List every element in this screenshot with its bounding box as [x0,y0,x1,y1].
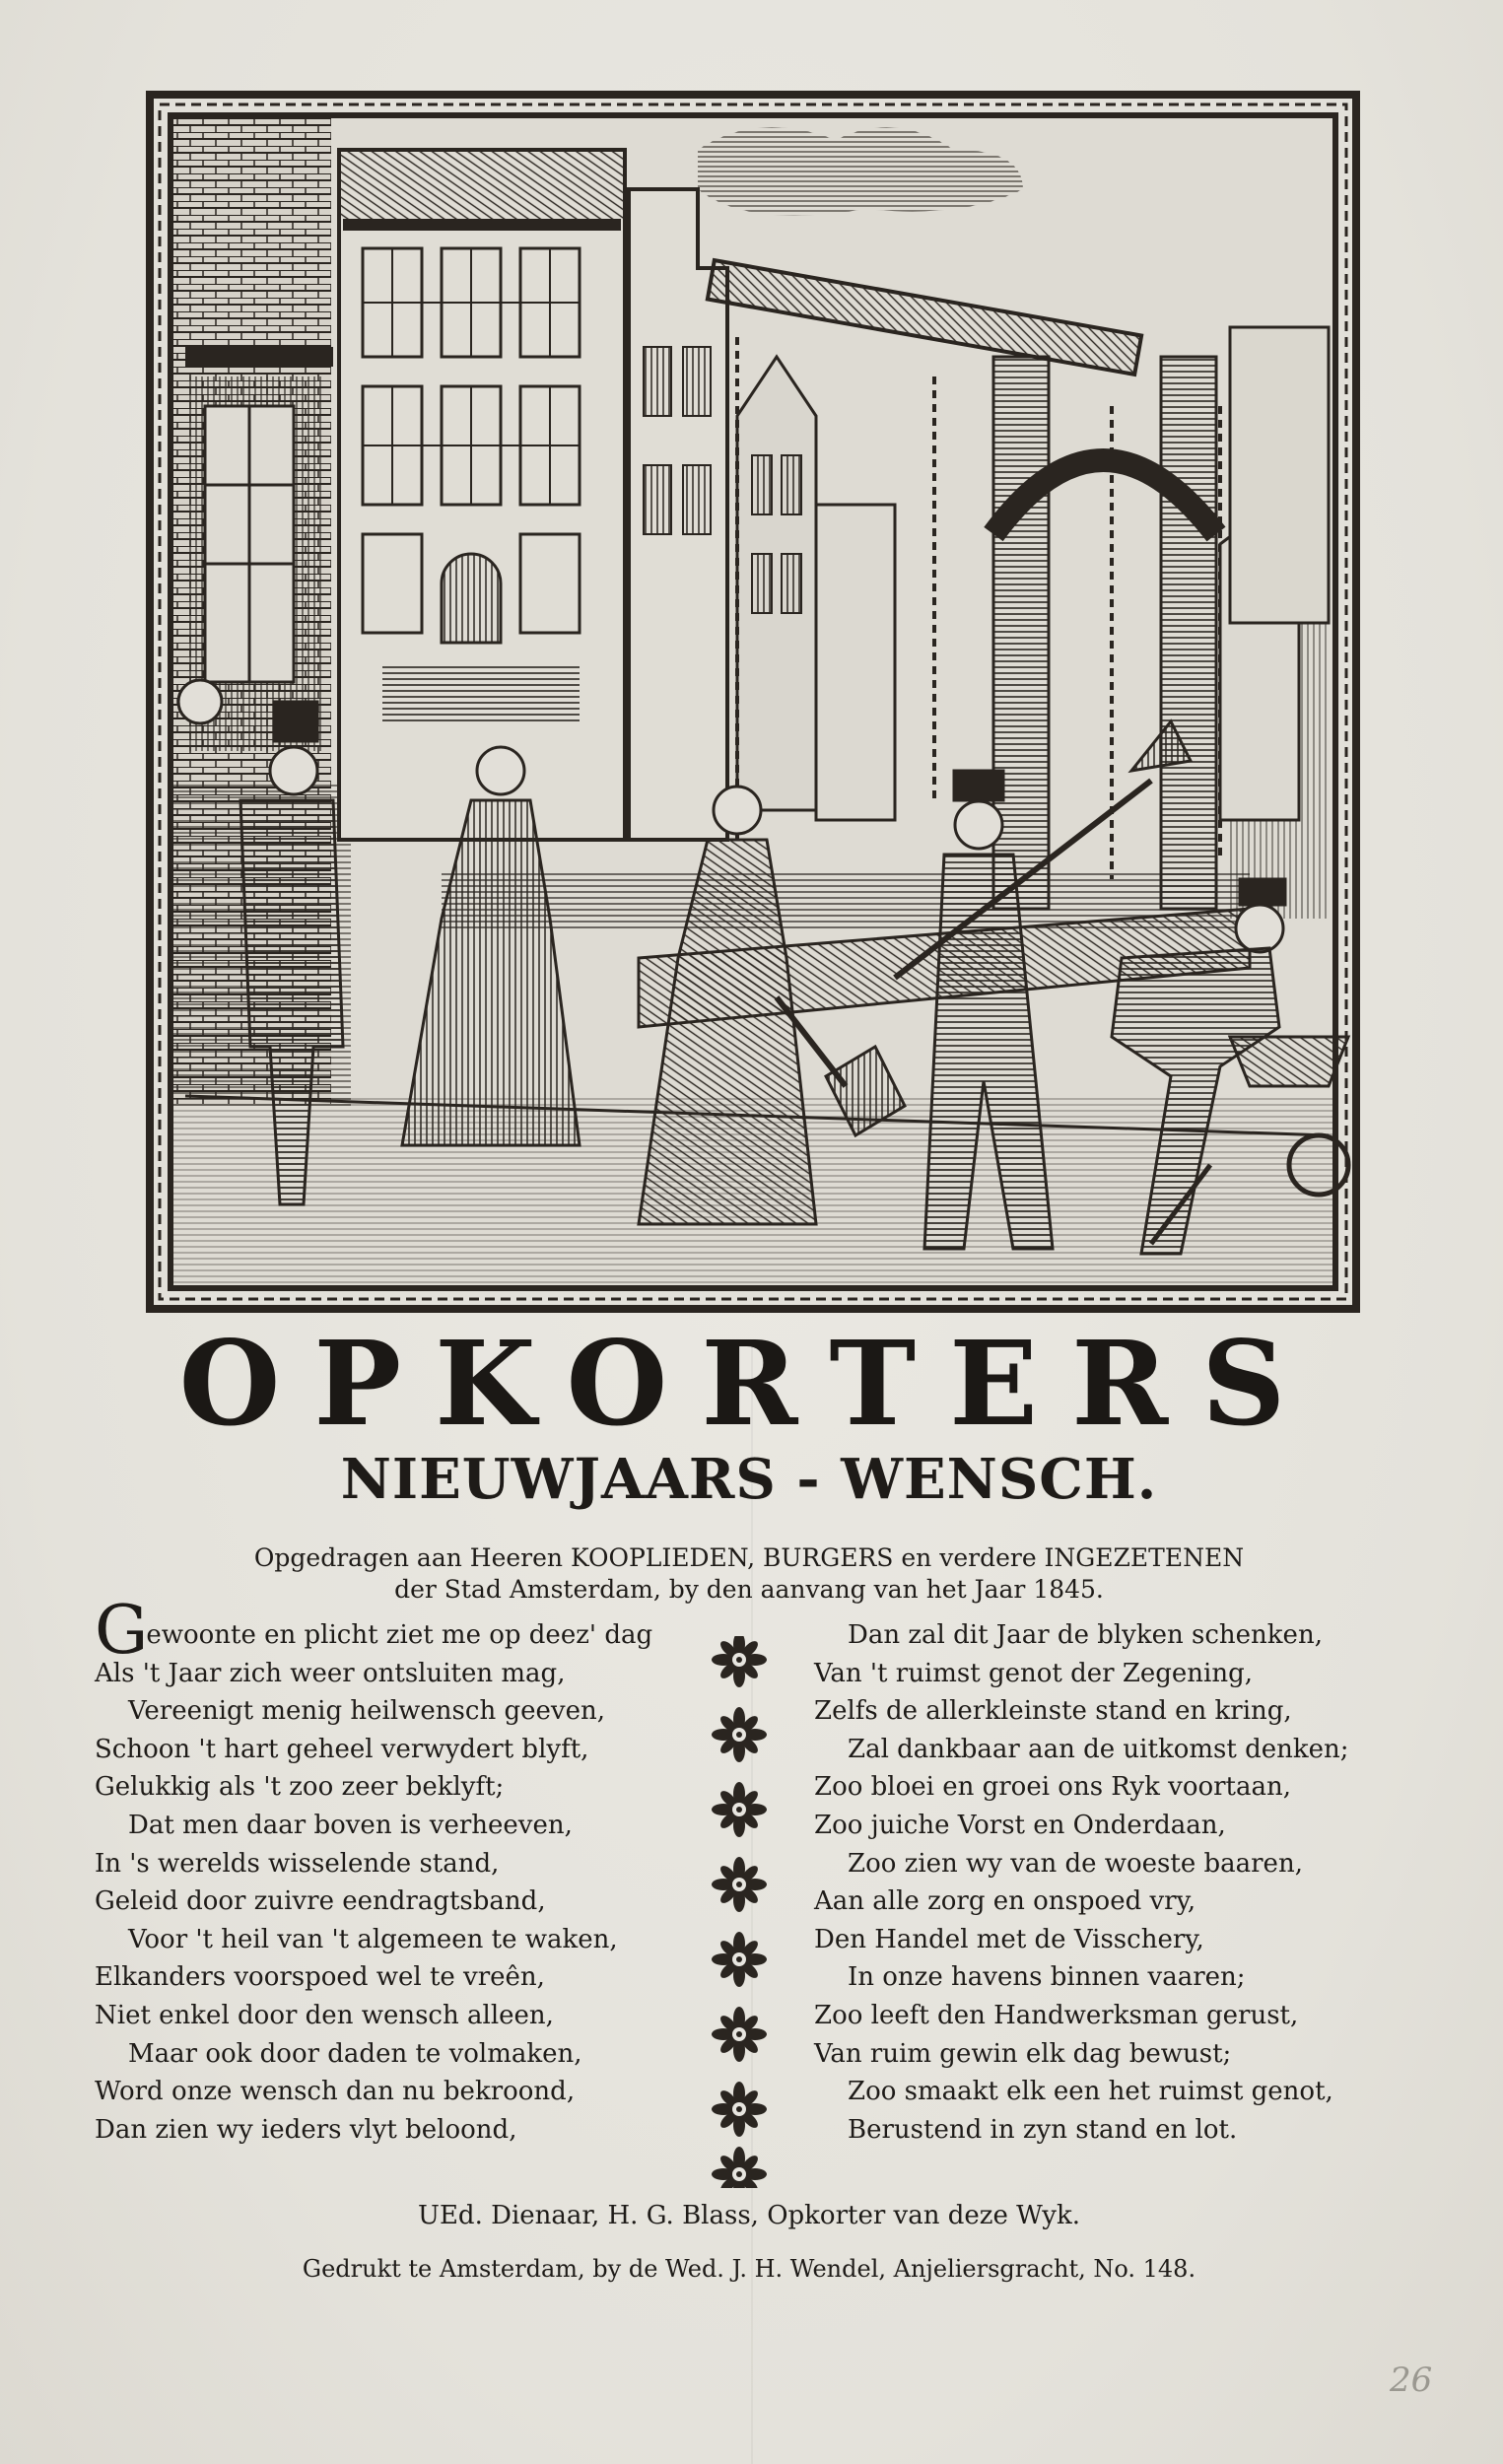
dedication-line: Opgedragen aan Heeren KOOPLIEDEN, BURGERS en verdere INGEZETENEN [253,1543,1245,1572]
poem-line: Gelukkig als 't zoo zeer beklyft; [95,1772,505,1803]
poem-line: Berustend in zyn stand en lot. [848,2114,1238,2145]
dedication [118,1542,1380,1606]
page-subtitle: NIEUWJAARS - WENSCH. [340,1447,1158,1512]
poem-line: Voor 't heil van 't algemeen te waken, [128,1924,618,1954]
poem-line: Zoo smaakt elk een het ruimst genot, [848,2077,1333,2107]
drop-cap: G [95,1592,149,1670]
floral-rosette-icon [702,1636,777,2188]
woodcut-street-scene-icon [146,91,1360,1313]
poem-line: Niet enkel door den wensch alleen, [95,2000,554,2030]
poem-line: Dan zal dit Jaar de blyken schenken, [848,1620,1323,1650]
poem-line: Schoon 't hart geheel verwydert blyft, [95,1734,589,1764]
poem-line: Van ruim gewin elk dag bewust; [814,2038,1232,2069]
poem-line: Den Handel met de Visschery, [814,1924,1204,1954]
poem-line: Elkanders voorspoed wel te vreên, [95,1962,545,1993]
dedication-line: der Stad Amsterdam, by den aanvang van het Jaar 1845. [394,1575,1104,1604]
poem-line: Maar ook door daden te volmaken, [128,2038,582,2069]
poem-right-column [814,1616,1405,2149]
poem-line: Zelfs de allerkleinste stand en kring, [814,1696,1292,1727]
poem-line: Zoo zien wy van de woeste baaren, [848,1848,1303,1879]
poem-line: Word onze wensch dan nu bekroond, [95,2077,576,2107]
poem-line: Gewoonte en plicht ziet me op deez' dag [95,1592,653,1670]
poem-line: Aan alle zorg en onspoed vry, [814,1886,1196,1917]
poem-line: Zoo juiche Vorst en Onderdaan, [814,1810,1226,1840]
poem-line: Zoo bloei en groei ons Ryk voortaan, [814,1772,1292,1803]
signature-line: UEd. Dienaar, H. G. Blass, Opkorter van deze Wyk. [418,2201,1080,2230]
poem-line: Zoo leeft den Handwerksman gerust, [814,2000,1299,2030]
poem-line: In 's werelds wisselende stand, [95,1848,500,1879]
page-title: OPKORTERS [178,1315,1320,1452]
pencil-inventory-mark: 26 [1390,2361,1433,2400]
poem-line: Als 't Jaar zich weer ontsluiten mag, [95,1658,566,1688]
poem-line: Vereenigt menig heilwensch geeven, [128,1696,605,1727]
poem-line: In onze havens binnen vaaren; [848,1962,1246,1993]
printer-imprint: Gedrukt te Amsterdam, by de Wed. J. H. Wendel, Anjeliersgracht, No. 148. [302,2255,1196,2283]
poem-line: Dat men daar boven is verheeven, [128,1810,573,1840]
poem-left-column [95,1592,706,2149]
poem-line: Geleid door zuivre eendragtsband, [95,1886,546,1917]
poem-line: Van 't ruimst genot der Zegening, [814,1658,1254,1688]
poem-line: Dan zien wy ieders vlyt beloond, [95,2114,517,2145]
poem-line: Zal dankbaar aan de uitkomst denken; [848,1734,1349,1764]
